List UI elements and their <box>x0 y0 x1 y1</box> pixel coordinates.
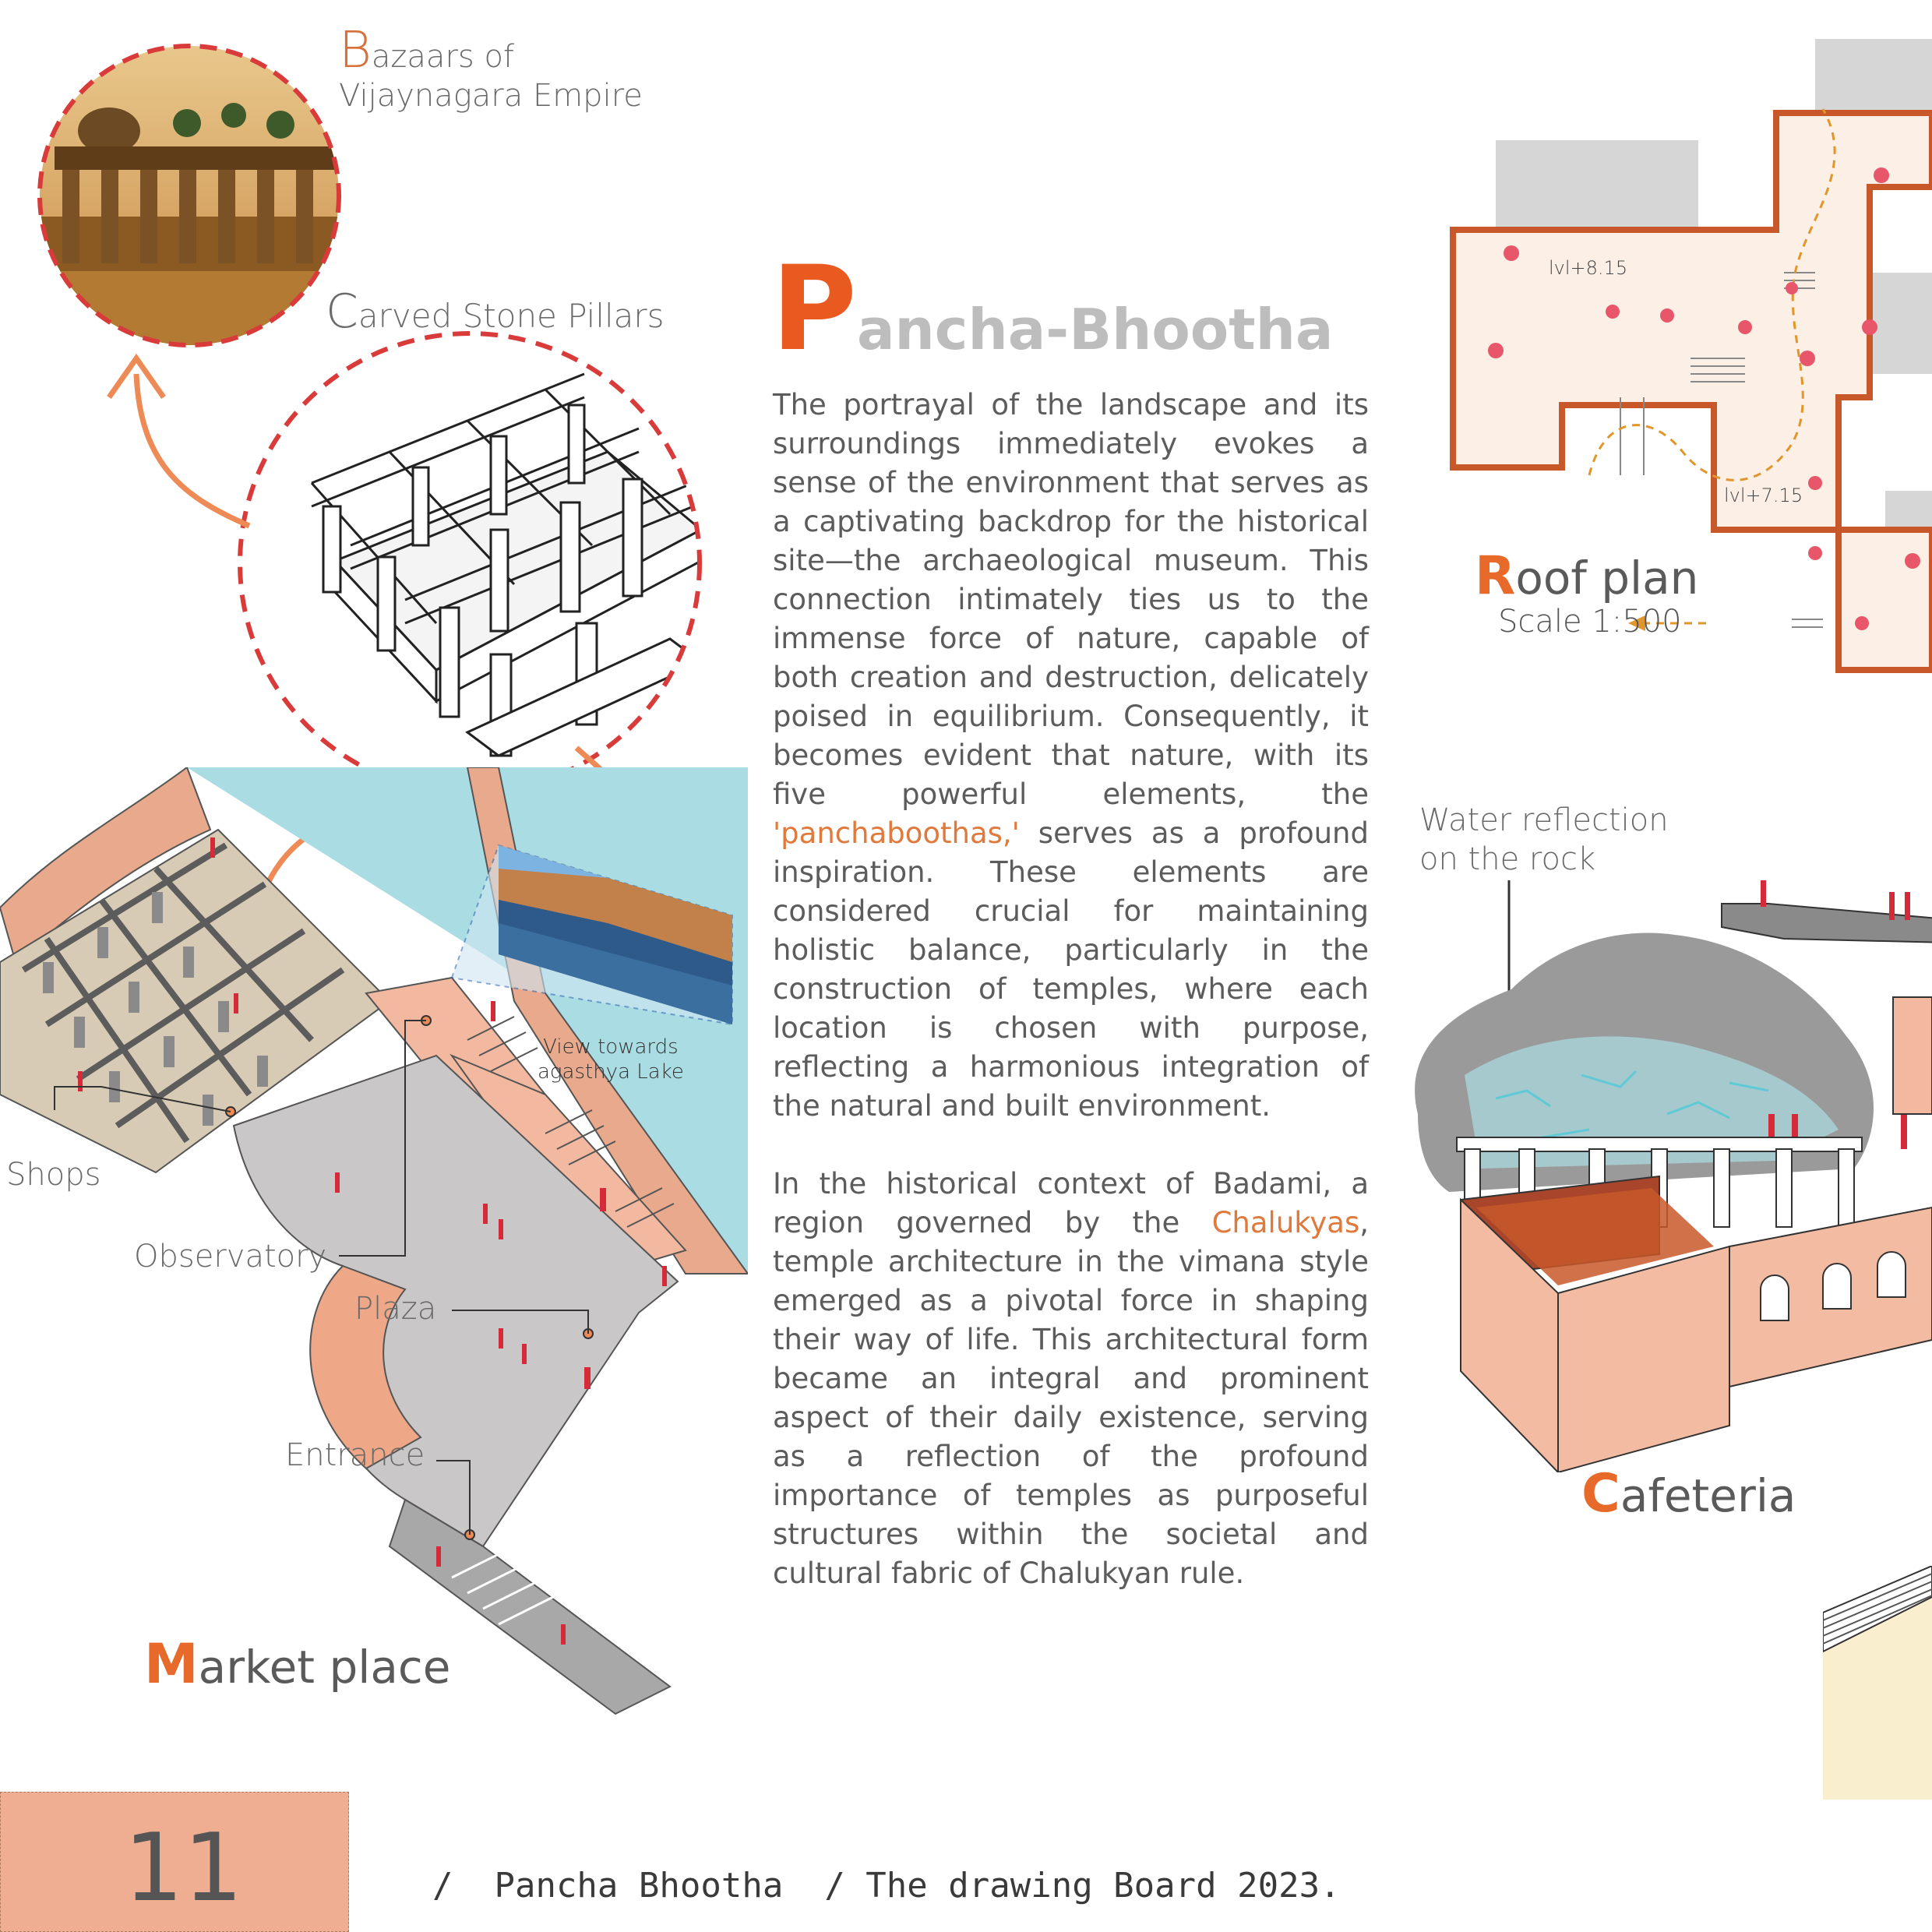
para1-text-b: serves as a profound inspiration. These elements are considered crucial for maintaining holistic balance, particularly in the construction of temples, where each location is chosen with purpose, reflecting a harmonious integration of the natural and built environment. <box>773 816 1369 1123</box>
cafe-cap: C <box>1581 1463 1620 1525</box>
cafeteria-title <box>1581 1463 1796 1525</box>
bazaars-cap: B <box>339 22 372 79</box>
view-line2: agasthya Lake <box>538 1060 684 1084</box>
roof-plan-title <box>1475 545 1698 607</box>
roof-title: oof plan <box>1515 552 1699 605</box>
footer-text: / Pancha Bhootha / The drawing Board 2023. <box>432 1866 1341 1906</box>
pillars-cap: C <box>326 284 358 339</box>
roof-scale: Scale 1:500 <box>1498 604 1682 640</box>
plaza-label: Plaza <box>354 1291 437 1327</box>
cafe-title: afeteria <box>1620 1469 1796 1522</box>
observatory-label: Observatory <box>134 1239 327 1274</box>
lvl-815-label: lvl+8.15 <box>1549 257 1628 279</box>
panchaboothas-highlight: 'panchaboothas,' <box>773 816 1020 850</box>
chalukyas-highlight: Chalukyas <box>1211 1206 1360 1239</box>
water-line2: on the rock <box>1419 841 1596 877</box>
main-title <box>771 242 1334 377</box>
water-line1: Water reflection <box>1419 802 1669 838</box>
shops-label: Shops <box>6 1157 101 1193</box>
market-title: arket place <box>198 1641 451 1694</box>
bazaars-caption <box>339 22 643 115</box>
market-place-drawing <box>0 767 748 1718</box>
pillars-title: arved Stone Pillars <box>358 297 665 335</box>
para2-text-a: In the historical context of Badami, a region governed by the <box>773 1167 1369 1239</box>
view-line1: View towards <box>543 1035 679 1059</box>
lvl-715-label: lvl+7.15 <box>1724 485 1803 506</box>
entrance-label: Entrance <box>285 1437 425 1473</box>
view-towards-label <box>538 1035 684 1084</box>
para2-text-b: , temple architecture in the vimana style emerged as a pivotal force in shaping their way of life. This architectural form became an integral and prominent aspect of their daily existence, serving as a reflection of the profound importance of temples as purposeful structures within the societal and cultural fabric of Chalukyan rule. <box>773 1206 1369 1590</box>
body-text <box>773 386 1369 1632</box>
market-place-title <box>144 1632 451 1696</box>
bazaars-photo <box>31 37 351 357</box>
page-number: 11 <box>124 1814 243 1923</box>
page-number-box <box>0 1792 349 1932</box>
partial-section-drawing <box>1823 1566 1932 1800</box>
paragraph-1 <box>773 386 1369 1126</box>
main-title-cap: P <box>771 242 857 377</box>
cafeteria-drawing <box>1402 880 1932 1472</box>
roof-cap: R <box>1475 545 1516 607</box>
para1-text-a: The portrayal of the landscape and its surroundings immediately evokes a sense of the environment that serves as a captivating backdrop for the historical site—the archaeological museum. This connection intimately ties us to the immense force of nature, capable of both creation and destruction, delicately poised in equilibrium. Consequently, it becomes evident that nature, with its five powerful elements, the <box>773 388 1369 811</box>
bazaars-subtitle: Vijaynagara Empire <box>339 78 643 114</box>
main-title-rest: ancha-Bhootha <box>856 297 1334 362</box>
market-cap: M <box>144 1632 199 1696</box>
water-reflection-label <box>1419 801 1669 879</box>
bazaars-title: azaars of <box>371 39 514 75</box>
paragraph-2 <box>773 1165 1369 1593</box>
